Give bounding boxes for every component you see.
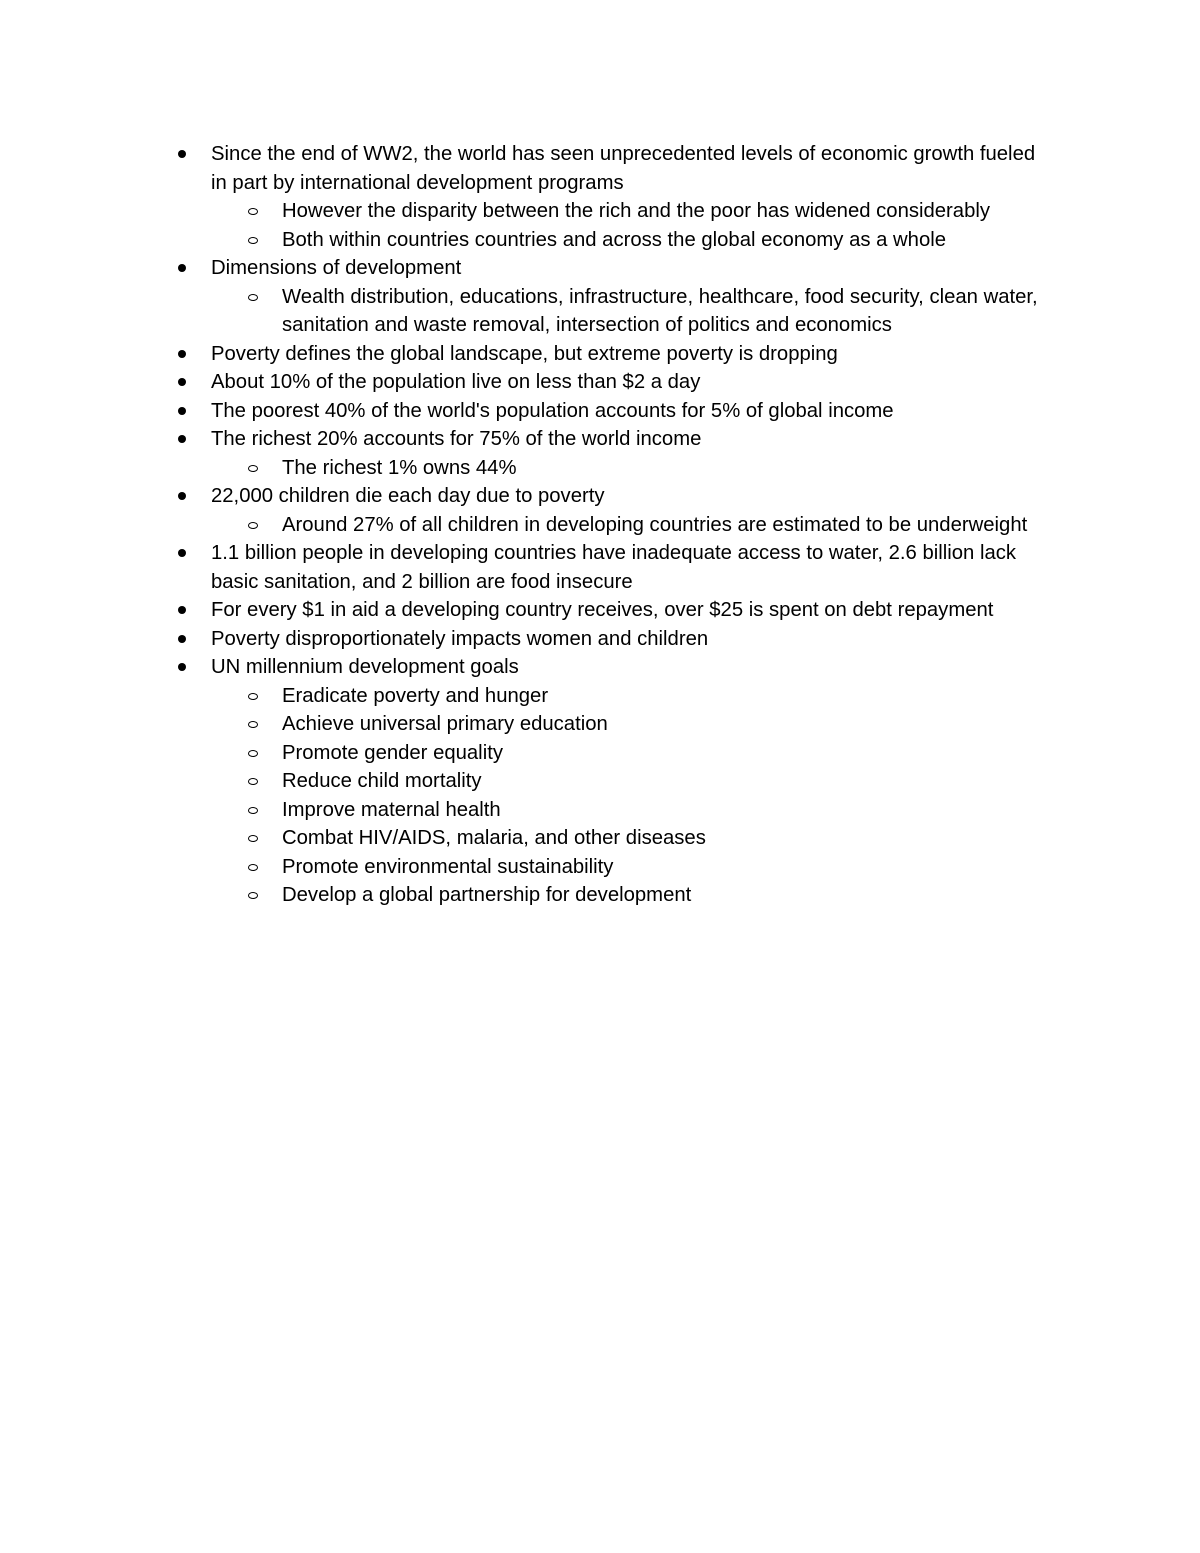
list-item	[0, 625, 1051, 654]
list-item	[0, 596, 1051, 625]
list-item-text: For every $1 in aid a developing country receives, over $25 is spent on debt repayment	[211, 599, 994, 621]
list-item-text: Around 27% of all children in developing countries are estimated to be underweight	[282, 513, 1028, 536]
list-item	[0, 824, 1052, 853]
filled-bullet-icon	[178, 549, 186, 557]
hollow-bullet-icon	[248, 721, 258, 728]
list-item-text: Promote gender equality	[282, 741, 503, 764]
list-item	[0, 767, 1052, 796]
list-item-text: UN millennium development goals	[211, 656, 519, 678]
list-item	[0, 853, 1052, 882]
list-item-text: Poverty disproportionately impacts women and children	[211, 627, 709, 650]
list-item	[0, 454, 1052, 483]
list-item-text: Improve maternal health	[282, 798, 501, 821]
filled-bullet-icon	[178, 350, 186, 358]
list-item	[0, 254, 1051, 283]
hollow-bullet-icon	[248, 778, 258, 785]
list-item-text: Both within countries countries and across the global economy as a whole	[282, 228, 947, 251]
hollow-bullet-icon	[248, 522, 258, 529]
list-item-text: 1.1 billion people in developing countries have inadequate access to water, 2.6 billion lack basic sanitation, and 2 billion are food insecure	[211, 542, 1017, 593]
hollow-bullet-icon	[248, 892, 258, 899]
list-item	[0, 539, 1051, 596]
list-item-text: Eradicate poverty and hunger	[282, 684, 549, 707]
filled-bullet-icon	[178, 435, 186, 443]
list-item-text: However the disparity between the rich and the poor has widened considerably	[282, 200, 991, 222]
list-item	[0, 710, 1052, 739]
filled-bullet-icon	[178, 264, 186, 272]
hollow-bullet-icon	[248, 807, 258, 814]
list-item-text: Develop a global partnership for development	[282, 884, 692, 906]
list-item	[0, 653, 1051, 682]
list-item	[0, 682, 1052, 711]
list-item-text: Reduce child mortality	[282, 770, 482, 792]
hollow-bullet-icon	[248, 835, 258, 842]
list-item-text: Wealth distribution, educations, infrastructure, healthcare, food security, clean water, sanitation and waste removal, intersection of politics and economics	[282, 285, 1038, 336]
list-item	[0, 368, 1051, 397]
filled-bullet-icon	[178, 606, 186, 614]
hollow-bullet-icon	[248, 237, 258, 244]
list-item	[0, 397, 1051, 426]
list-item	[0, 511, 1052, 540]
list-item	[0, 739, 1052, 768]
list-item	[0, 482, 1051, 511]
filled-bullet-icon	[178, 492, 186, 500]
filled-bullet-icon	[178, 150, 186, 158]
list-item-text: The richest 20% accounts for 75% of the world income	[211, 428, 702, 450]
list-item	[0, 425, 1051, 454]
list-item	[0, 340, 1051, 369]
list-item-text: The poorest 40% of the world's population accounts for 5% of global income	[211, 399, 894, 422]
list-item	[0, 881, 1052, 910]
filled-bullet-icon	[178, 635, 186, 643]
list-item	[0, 226, 1052, 255]
list-item-text: Achieve universal primary education	[282, 713, 608, 735]
hollow-bullet-icon	[248, 208, 258, 215]
hollow-bullet-icon	[248, 750, 258, 757]
hollow-bullet-icon	[248, 693, 258, 700]
hollow-bullet-icon	[248, 864, 258, 871]
list-item-text: 22,000 children die each day due to poverty	[211, 485, 605, 507]
filled-bullet-icon	[178, 407, 186, 415]
hollow-bullet-icon	[248, 294, 258, 301]
list-item-text: Promote environmental sustainability	[282, 855, 614, 878]
list-item	[0, 283, 1052, 340]
list-item-text: Combat HIV/AIDS, malaria, and other diseases	[282, 827, 706, 849]
list-item	[0, 197, 1052, 226]
list-item-text: Since the end of WW2, the world has seen unprecedented levels of economic growth fueled in part by international development programs	[211, 143, 1036, 194]
list-item-text: Poverty defines the global landscape, but extreme poverty is dropping	[211, 342, 838, 365]
filled-bullet-icon	[178, 378, 186, 386]
bulleted-notes-list	[0, 140, 1200, 910]
hollow-bullet-icon	[248, 465, 258, 472]
list-item	[0, 140, 1051, 197]
list-item	[0, 796, 1052, 825]
list-item-text: Dimensions of development	[211, 257, 462, 279]
list-item-text: About 10% of the population live on less than $2 a day	[211, 371, 701, 393]
filled-bullet-icon	[178, 663, 186, 671]
list-item-text: The richest 1% owns 44%	[282, 456, 517, 479]
